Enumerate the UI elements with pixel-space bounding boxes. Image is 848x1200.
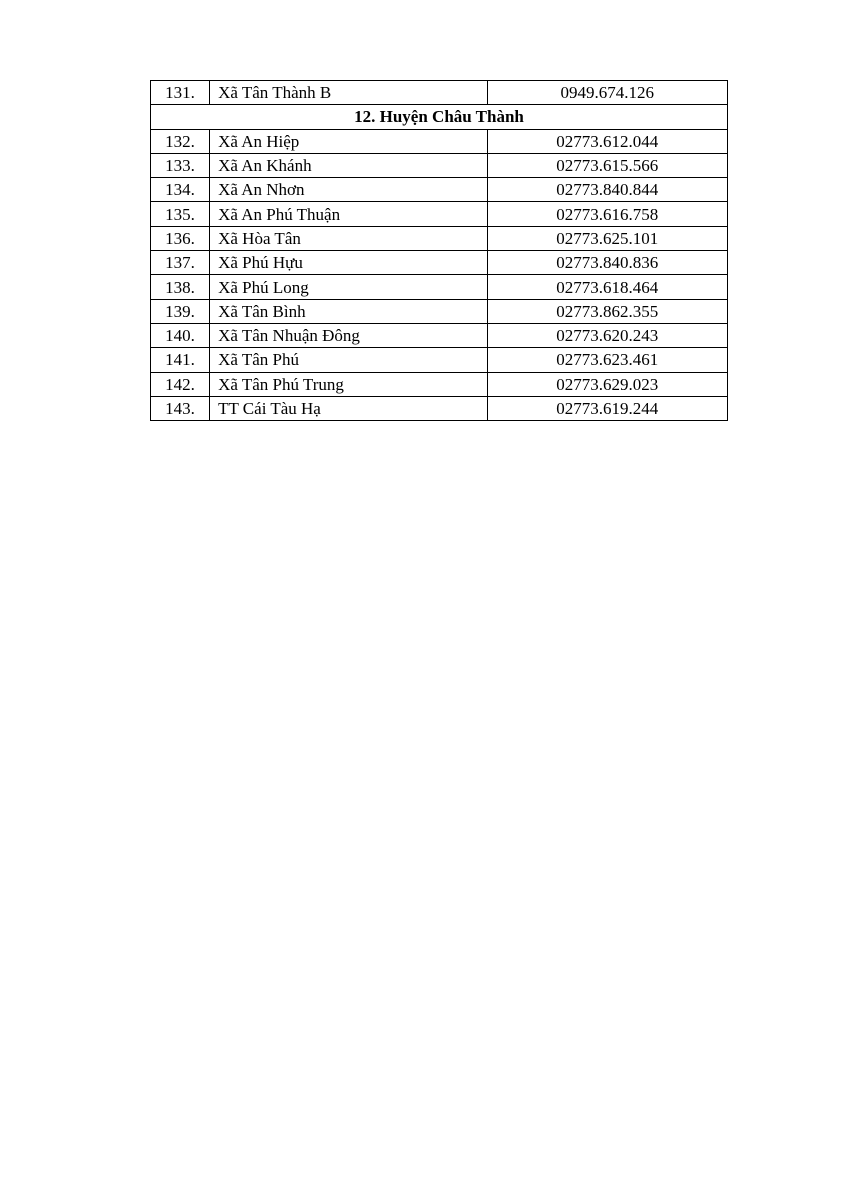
row-number: 138.	[151, 275, 210, 299]
commune-name: Xã An Nhơn	[210, 178, 487, 202]
table-row	[151, 226, 728, 250]
row-number: 131.	[151, 81, 210, 105]
phone-number: 02773.619.244	[487, 396, 727, 420]
row-number: 143.	[151, 396, 210, 420]
row-number: 133.	[151, 153, 210, 177]
table-row	[151, 251, 728, 275]
table-row	[151, 323, 728, 347]
row-number: 139.	[151, 299, 210, 323]
phone-number: 02773.625.101	[487, 226, 727, 250]
commune-name: Xã An Khánh	[210, 153, 487, 177]
commune-name: TT Cái Tàu Hạ	[210, 396, 487, 420]
table-row	[151, 396, 728, 420]
phone-number: 02773.620.243	[487, 323, 727, 347]
commune-name: Xã Tân Phú	[210, 348, 487, 372]
table-row	[151, 372, 728, 396]
commune-name: Xã An Phú Thuận	[210, 202, 487, 226]
phone-number: 02773.623.461	[487, 348, 727, 372]
section-title: 12. Huyện Châu Thành	[151, 105, 728, 129]
commune-name: Xã Hòa Tân	[210, 226, 487, 250]
commune-name: Xã Phú Hựu	[210, 251, 487, 275]
phone-number: 02773.840.844	[487, 178, 727, 202]
row-number: 134.	[151, 178, 210, 202]
table-row	[151, 81, 728, 105]
table-row	[151, 275, 728, 299]
commune-phone-table	[150, 80, 728, 421]
commune-name: Xã Tân Thành B	[210, 81, 487, 105]
row-number: 132.	[151, 129, 210, 153]
table-row	[151, 299, 728, 323]
row-number: 137.	[151, 251, 210, 275]
phone-number: 02773.618.464	[487, 275, 727, 299]
row-number: 136.	[151, 226, 210, 250]
table-row	[151, 153, 728, 177]
commune-name: Xã Phú Long	[210, 275, 487, 299]
phone-number: 02773.840.836	[487, 251, 727, 275]
phone-number: 02773.612.044	[487, 129, 727, 153]
phone-number: 02773.629.023	[487, 372, 727, 396]
commune-name: Xã Tân Nhuận Đông	[210, 323, 487, 347]
phone-number: 02773.616.758	[487, 202, 727, 226]
phone-number: 02773.862.355	[487, 299, 727, 323]
row-number: 135.	[151, 202, 210, 226]
commune-name: Xã An Hiệp	[210, 129, 487, 153]
table-row	[151, 348, 728, 372]
row-number: 140.	[151, 323, 210, 347]
commune-name: Xã Tân Phú Trung	[210, 372, 487, 396]
row-number: 142.	[151, 372, 210, 396]
commune-name: Xã Tân Bình	[210, 299, 487, 323]
phone-number: 02773.615.566	[487, 153, 727, 177]
table-body	[151, 81, 728, 421]
row-number: 141.	[151, 348, 210, 372]
table-row	[151, 178, 728, 202]
table-row	[151, 129, 728, 153]
table-row	[151, 202, 728, 226]
section-header-row	[151, 105, 728, 129]
phone-number: 0949.674.126	[487, 81, 727, 105]
